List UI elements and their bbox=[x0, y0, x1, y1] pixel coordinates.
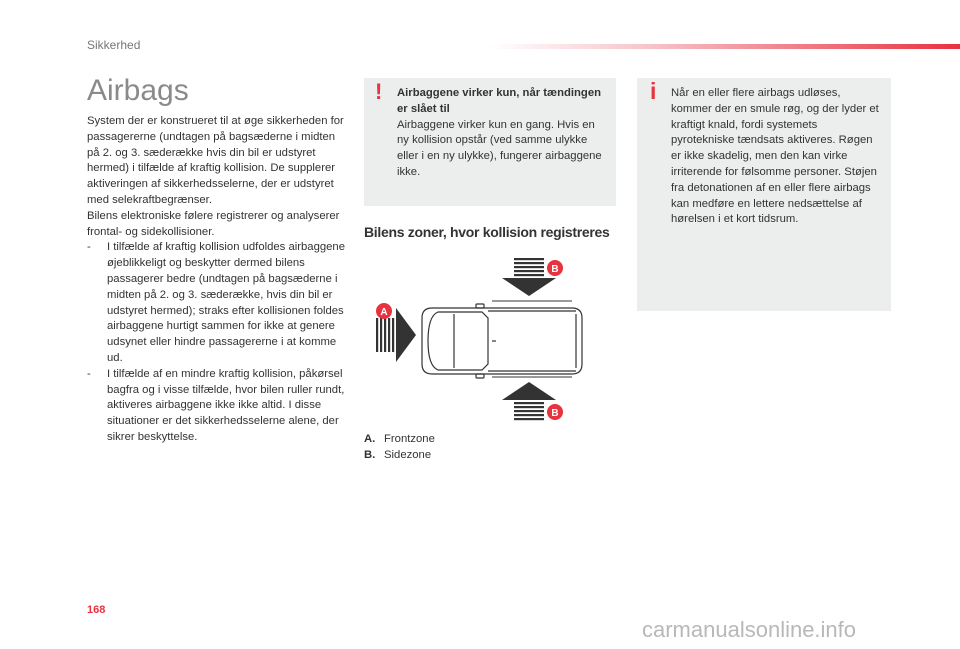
info-box bbox=[637, 78, 891, 311]
zone-b-badge-top-label: B bbox=[551, 264, 559, 275]
page-title: Airbags bbox=[87, 74, 189, 107]
list-item bbox=[87, 367, 349, 446]
legend-key: A. bbox=[364, 433, 376, 445]
warning-heading: Airbaggene virker kun, når tændingen er slået til bbox=[397, 87, 602, 115]
warning-text: Airbaggene virker kun en gang. Hvis en ny kollision opstår (ved samme ulykke eller i en ny ulykke), fungerer airbaggene ikke. bbox=[397, 118, 602, 178]
legend-item bbox=[364, 448, 435, 464]
legend-item bbox=[364, 432, 435, 448]
legend-label: Sidezone bbox=[384, 448, 432, 461]
list-item-text: I tilfælde af en mindre kraftig kollision, påkørsel bagfra og i visse tilfælde, hvor bilen ruller rundt, aktiveres airbaggene ikke ikke altid. I disse situationer er det sikkerhedsselerne alene, der sikrer beskyttelse. bbox=[107, 367, 345, 443]
list-item-text: I tilfælde af kraftig kollision udfoldes airbaggene øjeblikkeligt og beskytter dermed bilens passagerer bedre (undtagen på bagsæderne i midten på 2. og 3. sæderække, hvis din bil er udstyret hermed); straks efter kollisionen foldes airbaggene hurtigt sammen for ikke at genere udsynet eller hindre passagererne i at komme ud. bbox=[107, 241, 346, 364]
page-number: 168 bbox=[87, 604, 106, 616]
intro-text bbox=[87, 114, 349, 446]
list-item bbox=[87, 240, 349, 366]
zone-b-badge-bottom-label: B bbox=[551, 408, 559, 419]
watermark: carmanualsonline.info bbox=[642, 617, 857, 642]
list-dash: - bbox=[87, 241, 91, 254]
collision-zones-diagram bbox=[372, 252, 602, 424]
info-text: Når en eller flere airbags udløses, kommer der en smule røg, og der lyder et kraftigt knald, fordi systemets pyrotekniske tændsats aktiveres. Røgen er ikke skadelig, men den kan virke irriterende for følsomme personer. Støjen fra detonationen af en eller flere airbags kan medføre en lettere nedsættelse af hørelsen i et kort tidsrum. bbox=[671, 87, 879, 226]
legend-label: Frontzone bbox=[384, 433, 435, 445]
zones-heading: Bilens zoner, hvor kollision registreres bbox=[364, 224, 610, 240]
zone-a-badge-label: A bbox=[380, 307, 388, 318]
warning-box bbox=[364, 78, 616, 206]
header-accent-bar bbox=[490, 44, 960, 49]
legend-key: B. bbox=[364, 448, 376, 461]
van-top-view bbox=[422, 304, 582, 378]
intro-paragraph-1: System der er konstrueret til at øge sikkerheden for passagererne (undtagen på bagsæderne i midten på 2. og 3. sæderække hvis din bil er udstyret hermed) i tilfælde af kraftig kollision. De supplerer aktiveringen af sikkerhedsselerne, der er udstyret med selekraftbegrænser. bbox=[87, 115, 344, 206]
warning-icon: ! bbox=[375, 79, 383, 104]
intro-paragraph-2: Bilens elektroniske følere registrerer og analyserer frontal- og sidekollisioner. bbox=[87, 209, 340, 238]
list-dash: - bbox=[87, 367, 91, 380]
zones-legend bbox=[364, 432, 435, 464]
section-title: Sikkerhed bbox=[87, 38, 141, 52]
info-icon: i bbox=[650, 78, 657, 104]
